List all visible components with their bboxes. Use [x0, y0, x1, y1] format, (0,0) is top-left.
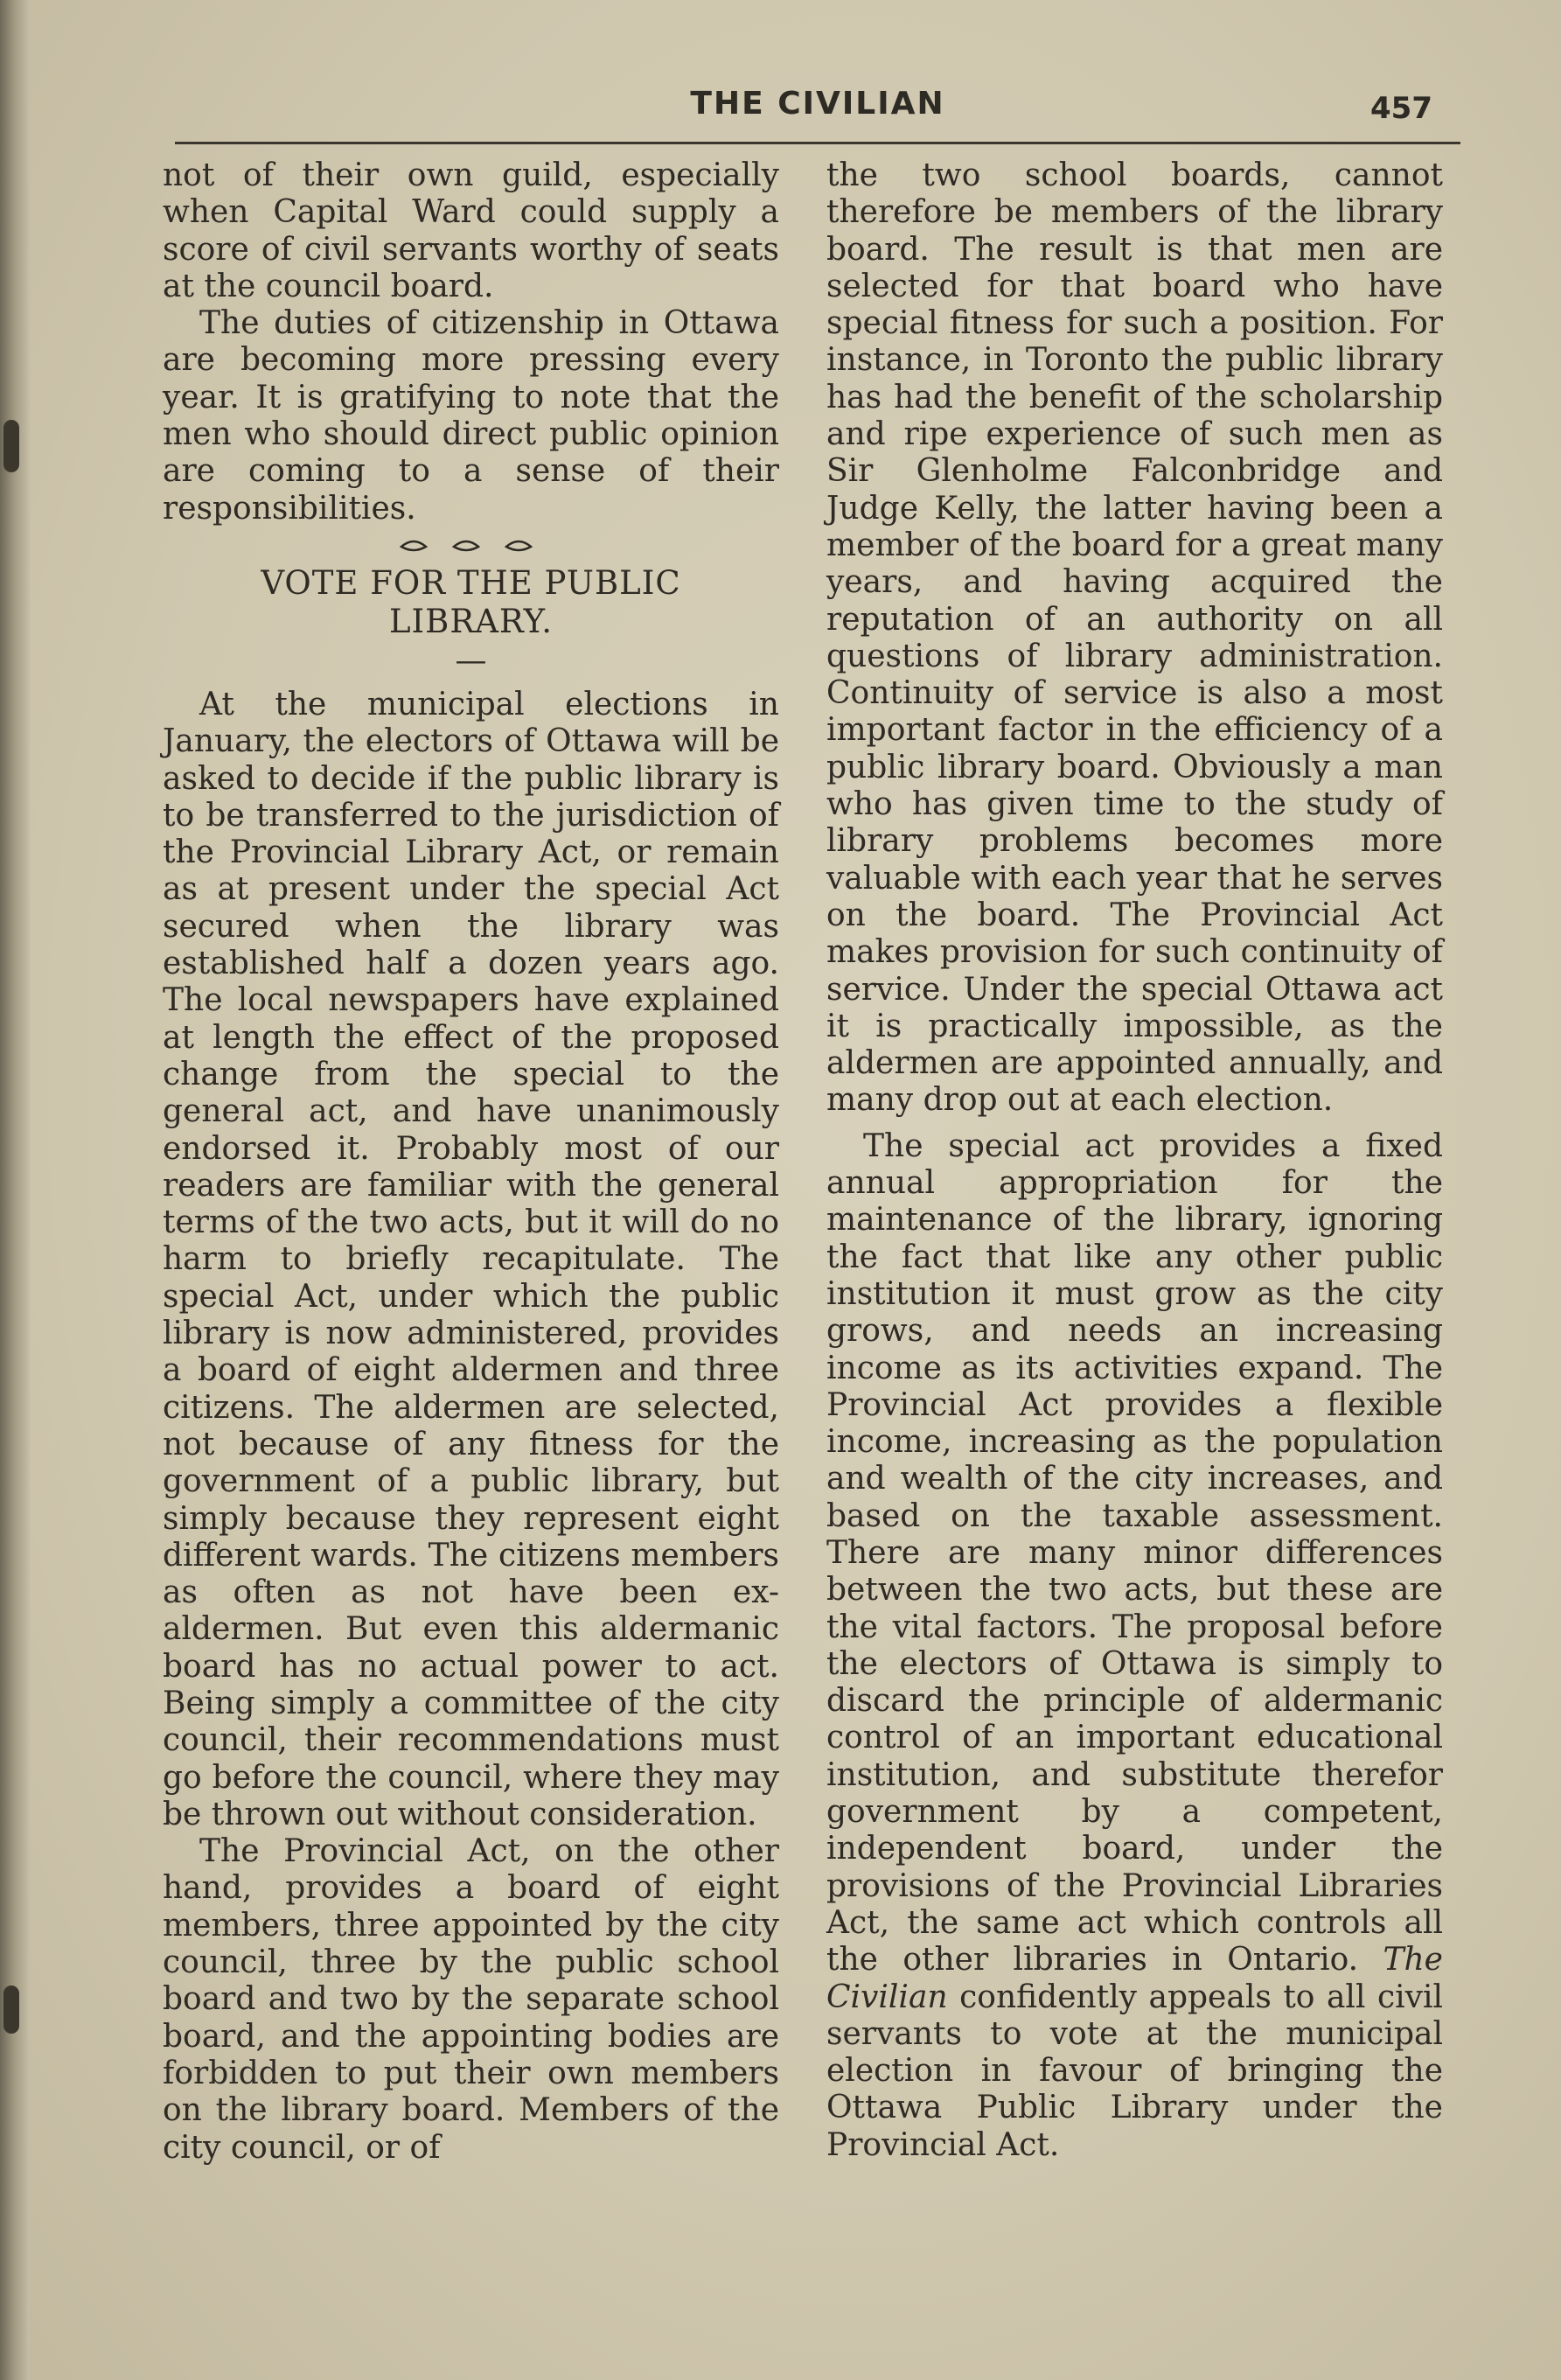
paragraph: not of their own guild, especially when Capital Ward could supply a score of civil servants worthy of seats at the council board.	[163, 157, 779, 304]
page-binding-edge	[0, 0, 30, 2380]
paragraph: The duties of citizenship in Ottawa are becoming more pressing every year. It is gratifying to note that the men who should direct public opinion are coming to a sense of their responsibilities.	[163, 305, 779, 527]
right-column	[826, 157, 1443, 2164]
binding-shadow-mark	[3, 420, 19, 472]
paragraph-text: The special act provides a fixed annual appropriation for the maintenance of the library, ignoring the fact that like any other public institution it must grow as the city grows, and needs an increasing income as its activities expand. The Provincial Act provides a flexible income, increasing as the population and wealth of the city increases, and based on the taxable assessment. There are many minor differences between the two acts, but these are the vital factors. The proposal before the electors of Ottawa is simply to discard the principle of aldermanic control of an important educational institution, and substitute therefor government by a competent, independent board, under the provisions of the Provincial Libraries Act, the same act which controls all the other libraries in Ontario.	[826, 1127, 1443, 1979]
binding-shadow-mark	[3, 1986, 19, 2034]
running-head	[175, 80, 1460, 133]
paragraph-text: confidently appeals to all civil servants to vote at the municipal election in favour of bringing the Ottawa Public Library under the Provincial Act.	[826, 1979, 1443, 2163]
page-number: 457	[1370, 91, 1432, 126]
paragraph	[826, 1128, 1443, 2164]
title-dash: —	[455, 642, 487, 679]
header-rule	[175, 142, 1460, 144]
paragraph: the two school boards, cannot therefore be members of the library board. The result is that men are selected for that board who have special fitness for such a position. For instance, in Toronto the public library has had the benefit of the scholarship and ripe experience of such men as Sir Glenholme Falconbridge and Judge Kelly, the latter having been a member of the board for a great many years, and having acquired the reputation of an authority on all questions of library administration. Continuity of service is also a most important factor in the efficiency of a public library board. Obviously a man who has given time to the study of library problems becomes more valuable with each year that he serves on the board. The Provincial Act makes provision for such continuity of service. Under the special Ottawa act it is practically impossible, as the aldermen are appointed annually, and many drop out at each election.	[826, 157, 1443, 1119]
section-title: VOTE FOR THE PUBLIC LIBRARY.	[261, 563, 681, 640]
left-column	[163, 157, 779, 2167]
paragraph: The Provincial Act, on the other hand, provides a board of eight members, three appointed by the city council, three by the public school board and two by the separate school board, and the appointing bodies are forbidden to put their own members on the library board. Members of the city council, or of	[163, 1833, 779, 2166]
running-title: THE CIVILIAN	[690, 86, 945, 122]
section-ornament-icon	[163, 527, 779, 562]
paragraph: At the municipal elections in January, the electors of Ottawa will be asked to decide if the public library is to be transferred to the jurisdiction of the Provincial Library Act, or remain as at present under the special Act secured when the library was established half a dozen years ago. The local newspapers have explained at length the effect of the proposed change from the special to the general act, and have unanimously endorsed it. Probably most of our readers are familiar with the general terms of the two acts, but it will do no harm to briefly recapitulate. The special Act, under which the public library is now administered, provides a board of eight aldermen and three citizens. The aldermen are selected, not because of any fitness for the government of a public library, but simply because they represent eight different wards. The citizens members as often as not have been ex-aldermen. But even this aldermanic board has no actual power to act. Being simply a committee of the city council, their recommendations must go before the council, where they may be thrown out without consideration.	[163, 686, 779, 1832]
publication-name: The Civilian	[826, 1942, 1443, 2015]
